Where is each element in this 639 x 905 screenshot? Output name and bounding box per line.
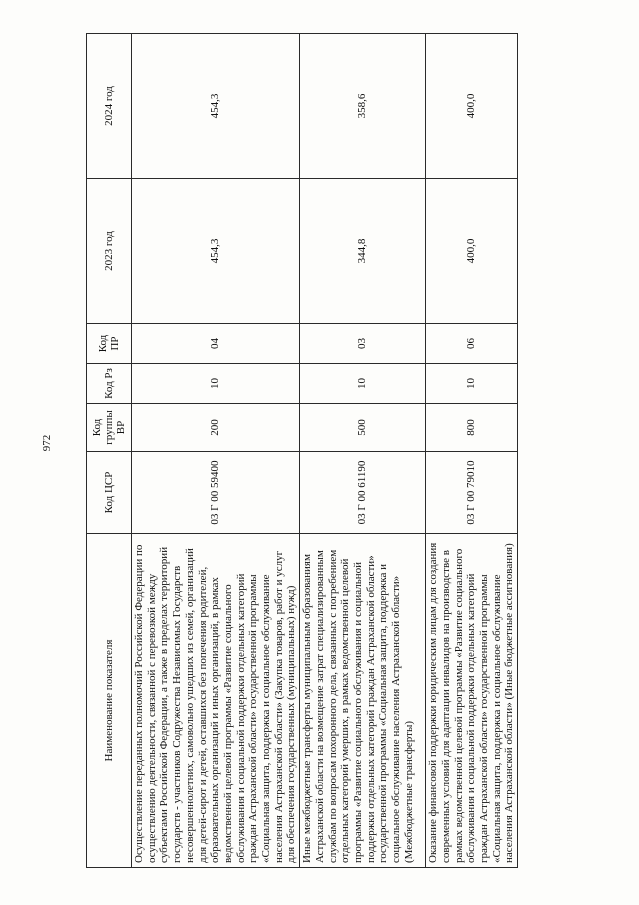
rotated-page-content <box>86 34 516 868</box>
row-pr-code: 04 <box>132 324 300 364</box>
row-csr-code: 03 Г 00 61190 <box>300 452 426 534</box>
row-csr-code: 03 Г 00 59400 <box>132 452 300 534</box>
row-vr-group: 800 <box>426 404 518 452</box>
header-pr-code: Код ПР <box>87 324 132 364</box>
row-vr-group: 500 <box>300 404 426 452</box>
page-number: 972 <box>41 434 53 452</box>
header-rz-code: Код Рз <box>87 364 132 404</box>
row-name: Оказание финансовой поддержки юридическим лицам для создания современных условий для адаптации инвалидов на производстве в рамках ведомственной целевой программы «Развитие социального обслуживания и социальной поддержки отдельных категорий граждан Астраханской области» государственной программы «Социальная защита, поддержка и социальное обслуживание населения Астраханской области» (Иные бюджетные ассигнования) <box>426 534 518 868</box>
header-csr-code: Код ЦСР <box>87 452 132 534</box>
table-row <box>426 34 518 868</box>
row-amount-2023: 400,0 <box>426 179 518 324</box>
row-rz-code: 10 <box>300 364 426 404</box>
row-rz-code: 10 <box>426 364 518 404</box>
header-vr-group: Код группы ВР <box>87 404 132 452</box>
row-csr-code: 03 Г 00 79010 <box>426 452 518 534</box>
row-pr-code: 03 <box>300 324 426 364</box>
row-name: Иные межбюджетные трансферты муниципальным образованиям Астраханской области на возмещение затрат специализированным службам по вопросам похоронного дела, связанных с погребением отдельных категорий умерших, в рамках ведомственной целевой программы «Развитие социального обслуживания и социальной поддержки отдельных категорий граждан Астраханской области» государственной программы «Социальная защита, поддержка и социальное обслуживание населения Астраханской области» (Межбюджетные трансферты) <box>300 534 426 868</box>
row-vr-group: 200 <box>132 404 300 452</box>
row-amount-2024: 358,6 <box>300 34 426 179</box>
budget-table <box>86 33 518 868</box>
header-row <box>87 34 132 868</box>
row-amount-2023: 344,8 <box>300 179 426 324</box>
row-amount-2024: 400,0 <box>426 34 518 179</box>
table-row <box>300 34 426 868</box>
row-rz-code: 10 <box>132 364 300 404</box>
table-row <box>132 34 300 868</box>
header-name: Наименование показателя <box>87 534 132 868</box>
row-name: Осуществление переданных полномочий Российской Федерации по осуществлению деятельности, связанной с перевозкой между субъектами Российской Федерации, а также в пределах территорий государств - участников Содружества Независимых Государств несовершеннолетних, самовольно ушедших из семей, организаций для детей-сирот и детей, оставшихся без попечения родителей, образовательных организаций и иных организаций, в рамках ведомственной целевой программы «Развитие социального обслуживания и социальной поддержки отдельных категорий граждан Астраханской области» государственной программы «Социальная защита, поддержка и социальное обслуживание населения Астраханской области» (Закупка товаров, работ и услуг для обеспечения государственных (муниципальных) нужд) <box>132 534 300 868</box>
header-year-2023: 2023 год <box>87 179 132 324</box>
row-pr-code: 06 <box>426 324 518 364</box>
row-amount-2023: 454,3 <box>132 179 300 324</box>
row-amount-2024: 454,3 <box>132 34 300 179</box>
header-year-2024: 2024 год <box>87 34 132 179</box>
